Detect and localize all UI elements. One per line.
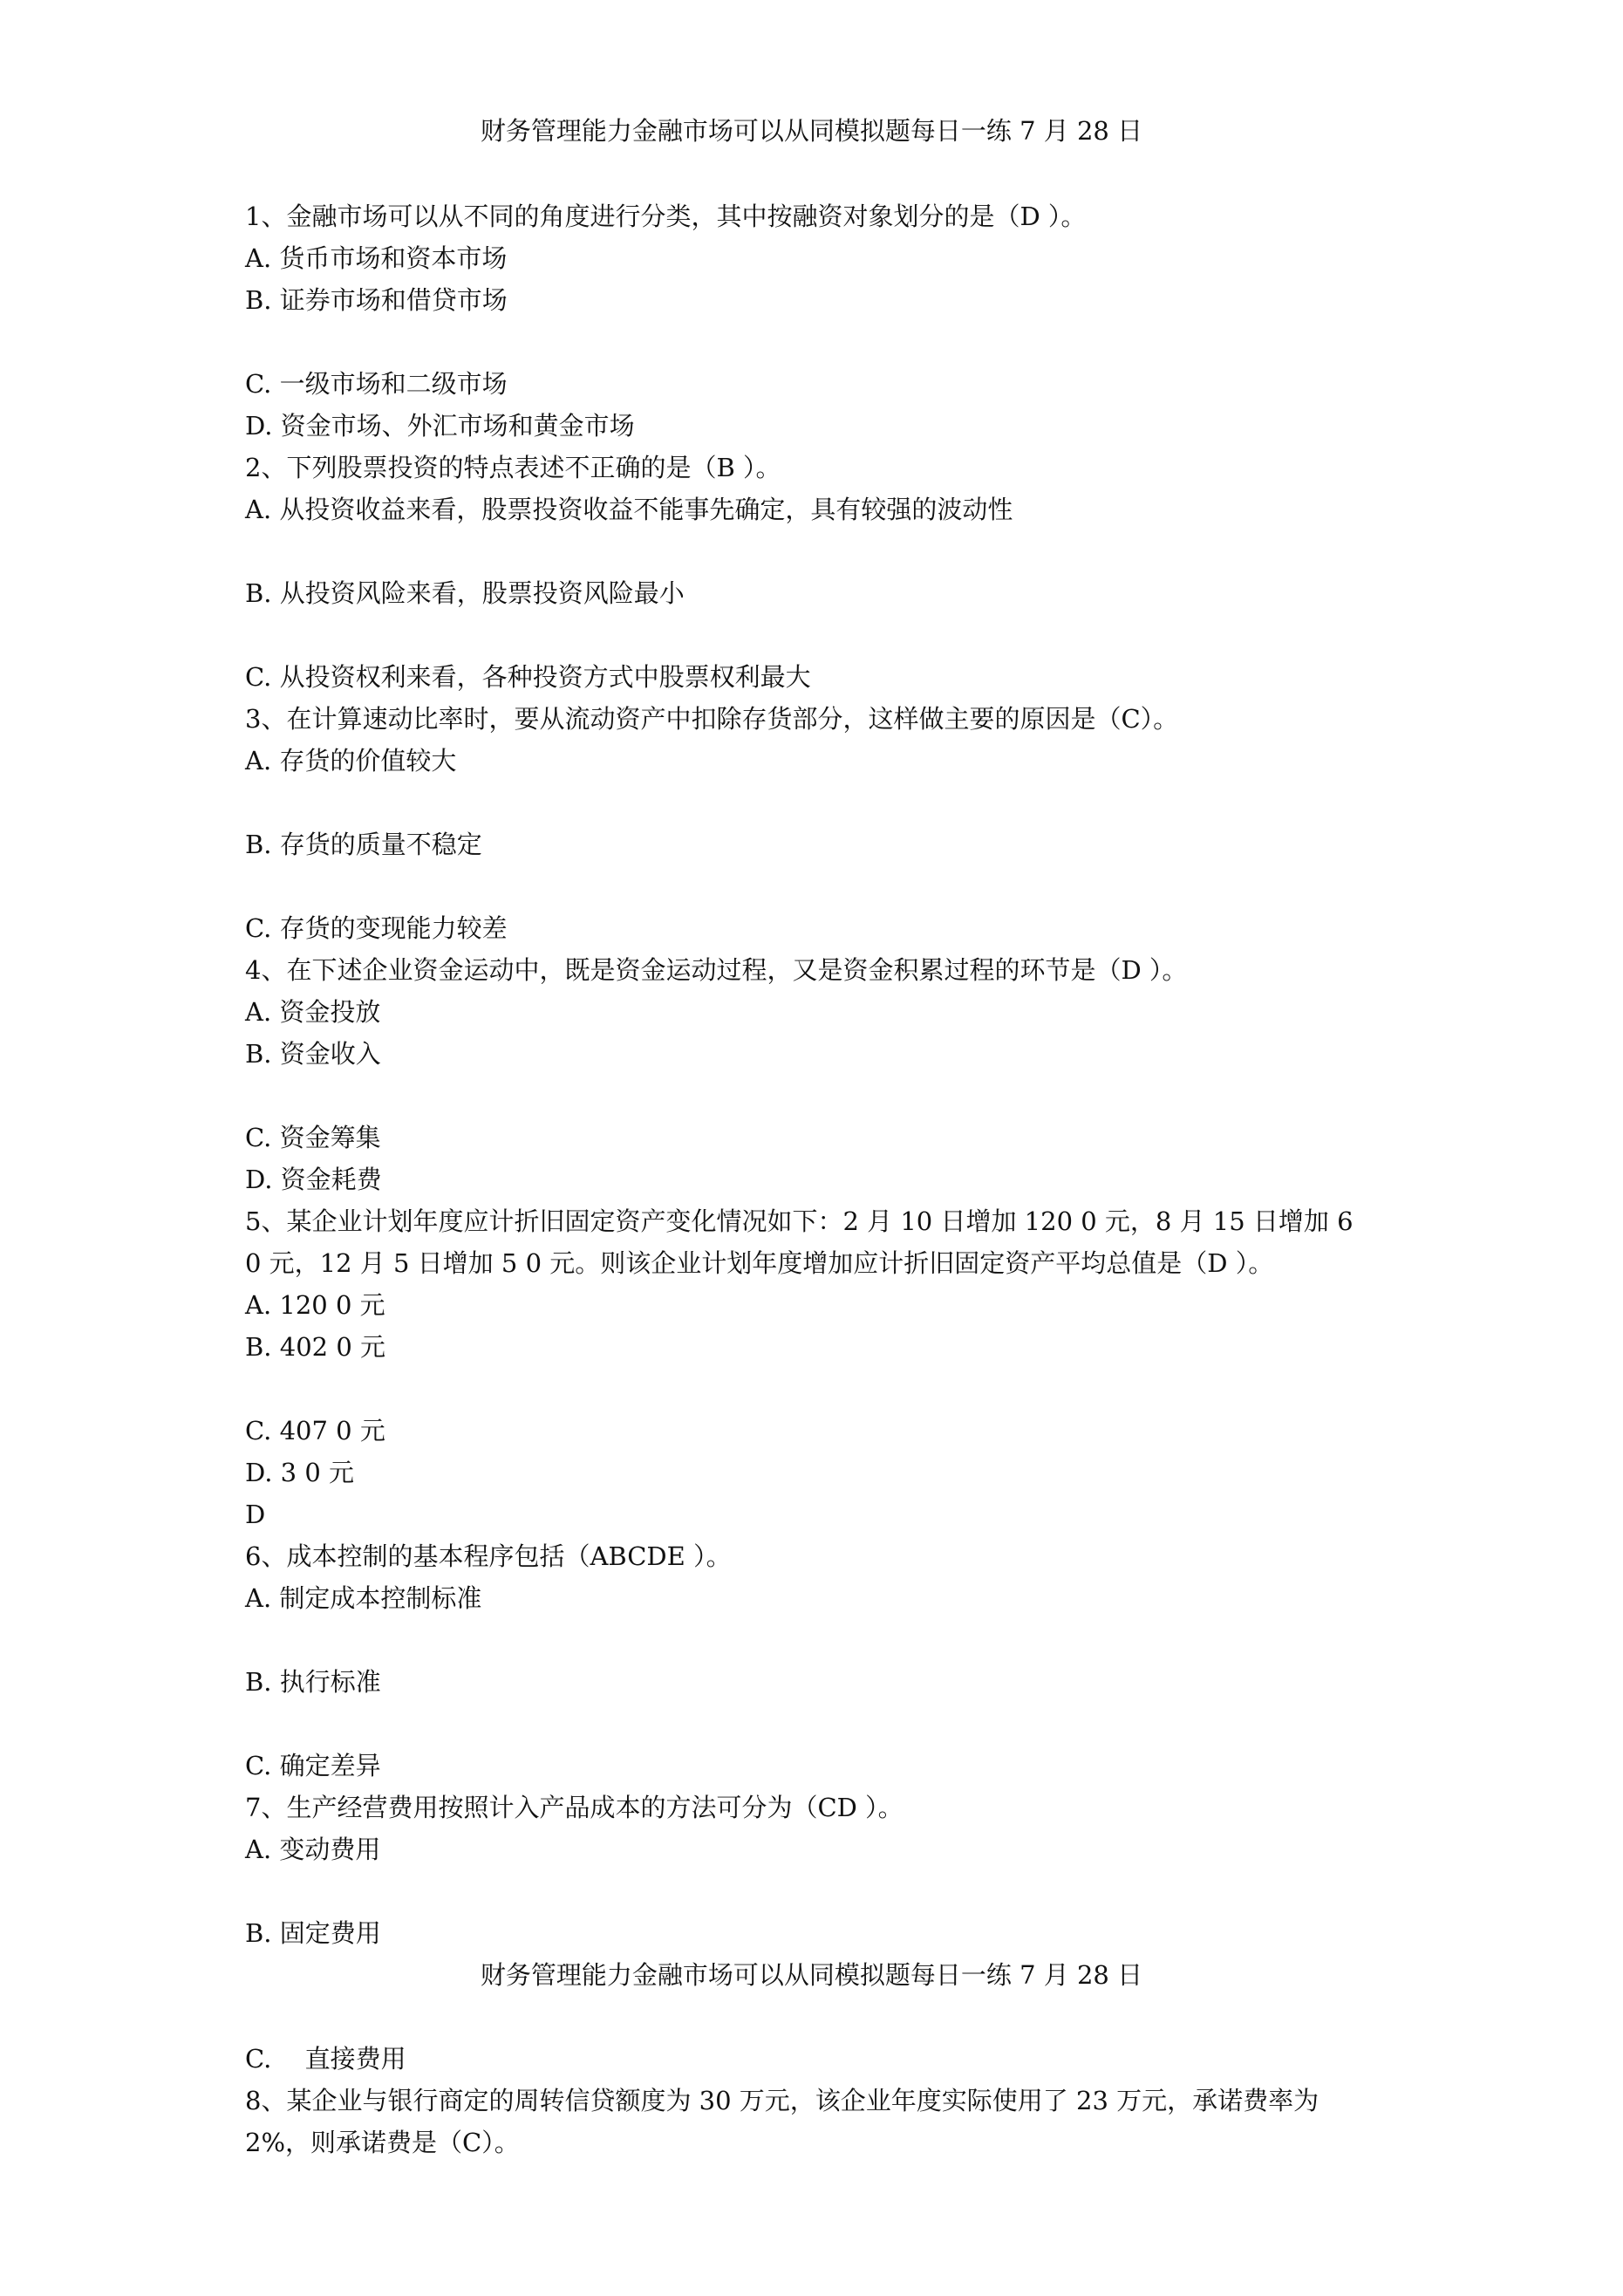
page-header-repeat: 财务管理能力金融市场可以从同模拟题每日一练 7 月 28 日 [480,1960,1143,1990]
question-5-line-1: 5、某企业计划年度应计折旧固定资产变化情况如下：2 月 10 日增加 120 0 元，8 月 15 日增加 6 [245,1206,1354,1236]
question-8-line-2: 2%，则承诺费是（C）。 [245,2128,520,2157]
question-3: 3、在计算速动比率时，要从流动资产中扣除存货部分，这样做主要的原因是（C）。 [245,704,1179,734]
q5-answer: D [245,1500,266,1529]
q6-option-a: A. 制定成本控制标准 [245,1583,482,1613]
q4-option-c: C. 资金筹集 [245,1123,381,1152]
question-1: 1、金融市场可以从不同的角度进行分类，其中按融资对象划分的是（D ）。 [245,202,1087,231]
q1-option-c: C. 一级市场和二级市场 [245,369,508,399]
q6-option-c: C. 确定差异 [245,1751,381,1780]
q3-option-c: C. 存货的变现能力较差 [245,913,508,943]
q7-option-a: A. 变动费用 [245,1835,381,1864]
q5-option-d: D. 3 0 元 [245,1458,354,1487]
q7-option-b: B. 固定费用 [245,1918,381,1948]
q4-option-a: A. 资金投放 [245,997,381,1027]
question-8-line-1: 8、某企业与银行商定的周转信贷额度为 30 万元，该企业年度实际使用了 23 万元，承诺费率为 [245,2086,1320,2115]
q4-option-d: D. 资金耗费 [245,1165,382,1194]
document-title: 财务管理能力金融市场可以从同模拟题每日一练 7 月 28 日 [480,116,1143,146]
q2-option-b: B. 从投资风险来看，股票投资风险最小 [245,578,685,608]
q5-option-b: B. 402 0 元 [245,1332,385,1362]
q5-option-a: A. 120 0 元 [245,1290,385,1320]
q3-option-a: A. 存货的价值较大 [245,746,457,776]
question-2: 2、下列股票投资的特点表述不正确的是（B ）。 [245,453,781,482]
q3-option-b: B. 存货的质量不稳定 [245,830,482,859]
q7-option-c: C. 直接费用 [245,2044,406,2074]
q1-option-d: D. 资金市场、外汇市场和黄金市场 [245,411,635,441]
question-5-line-2: 0 元，12 月 5 日增加 5 0 元。则该企业计划年度增加应计折旧固定资产平均总值是（D ）。 [245,1248,1274,1278]
q4-option-b: B. 资金收入 [245,1039,381,1069]
question-7: 7、生产经营费用按照计入产品成本的方法可分为（CD ）。 [245,1793,904,1822]
q5-option-c: C. 407 0 元 [245,1416,385,1445]
q6-option-b: B. 执行标准 [245,1667,381,1697]
q1-option-b: B. 证券市场和借贷市场 [245,285,508,315]
question-4: 4、在下述企业资金运动中，既是资金运动过程，又是资金积累过程的环节是（D ）。 [245,955,1188,985]
question-6: 6、成本控制的基本程序包括（ABCDE ）。 [245,1541,732,1571]
q2-option-a: A. 从投资收益来看，股票投资收益不能事先确定，具有较强的波动性 [245,495,1013,524]
q1-option-a: A. 货币市场和资本市场 [245,243,508,273]
q2-option-c: C. 从投资权利来看，各种投资方式中股票权利最大 [245,662,811,692]
